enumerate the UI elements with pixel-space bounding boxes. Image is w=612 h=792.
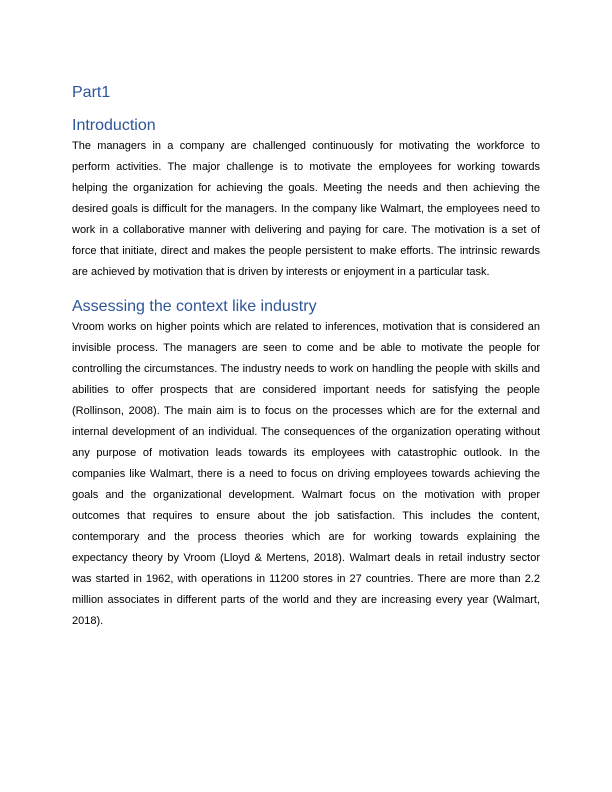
page-content bbox=[72, 82, 540, 632]
section-heading-industry-context: Assessing the context like industry bbox=[72, 298, 317, 315]
section-paragraph-introduction: The managers in a company are challenged continuously for motivating the workforce to perform activities. The major challenge is to motivate the employees for working towards helping the organization for achieving the goals. Meeting the needs and then achieving the desired goals is difficult for the managers. In the company like Walmart, the employees need to work in a collaborative manner with delivering and paying for care. The motivation is a set of force that initiate, direct and makes the people persistent to make efforts. The intrinsic rewards are achieved by motivation that is driven by interests or enjoyment in a particular task. bbox=[72, 140, 540, 278]
part-title: Part1 bbox=[72, 84, 111, 101]
section-introduction bbox=[72, 116, 540, 283]
section-industry-context bbox=[72, 297, 540, 632]
section-heading-introduction: Introduction bbox=[72, 117, 156, 134]
section-paragraph-industry-context: Vroom works on higher points which are related to inferences, motivation that is considered an invisible process. The managers are seen to come and be able to motivate the people for controlling the circumstances. The industry needs to work on handling the people with skills and abilities to offer prospects that are considered important needs for satisfying the people (Rollinson, 2008). The main aim is to focus on the processes which are for the external and internal development of an individual. The consequences of the organization operating without any purpose of motivation leads towards its employees with catastrophic outlook. In the companies like Walmart, there is a need to focus on driving employees towards achieving the goals and the organizational development. Walmart focus on the motivation with proper outcomes that requires to ensure about the job satisfaction. This includes the content, contemporary and the process theories which are for working towards explaining the expectancy theory by Vroom (Lloyd & Mertens, 2018). Walmart deals in retail industry sector was started in 1962, with operations in 11200 stores in 27 countries. There are more than 2.2 million associates in different parts of the world and they are increasing every year (Walmart, 2018). bbox=[72, 321, 540, 627]
